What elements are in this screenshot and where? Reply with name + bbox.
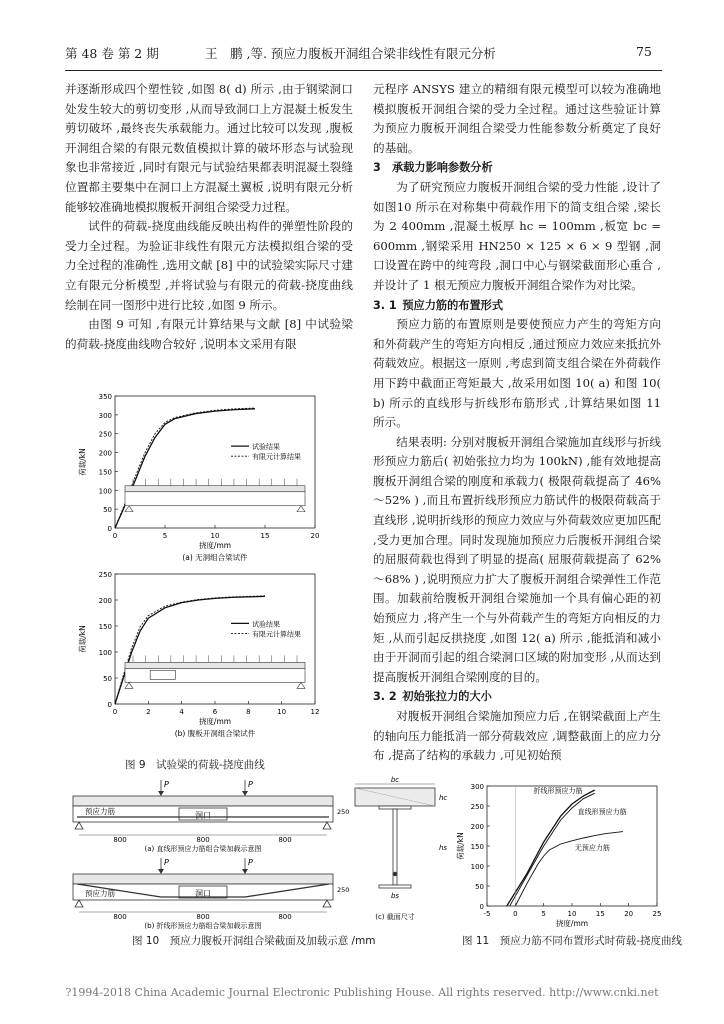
fig11-annotation-0: 折线形预应力筋 bbox=[533, 787, 583, 796]
fig9a-inset-slab bbox=[125, 486, 305, 492]
fig11-ytick-label-6: 300 bbox=[470, 783, 484, 791]
fig9a-ytick-label-1: 50 bbox=[103, 506, 112, 515]
fig11-xtick-label-4: 15 bbox=[595, 910, 605, 918]
fig10c-subcaption: (c) 截面尺寸 bbox=[375, 913, 415, 921]
fig9b-ytick-label-2: 100 bbox=[98, 649, 112, 657]
fig9b-xtick-label-5: 10 bbox=[277, 708, 287, 716]
fig10c-tendon bbox=[393, 872, 397, 876]
fig10b-load-arrowhead-2 bbox=[242, 869, 248, 874]
section-3-1-number: 3. 1 bbox=[373, 298, 397, 312]
fig11-ytick-label-4: 200 bbox=[470, 823, 484, 831]
fig9a-ytick-label-2: 100 bbox=[98, 487, 112, 496]
fig10c-section bbox=[355, 776, 447, 921]
fig9b-legend-label-1: 有限元计算结果 bbox=[252, 630, 301, 639]
fig10b-hole-label: 洞口 bbox=[195, 889, 211, 898]
right-paragraph-5: 对腹板开洞组合梁施加预应力后 ,在钢梁截面上产生的轴向压力能抵消一部分荷载效应 ,调整截面上的应力分布 ,提高了结构的承载力 ,可见初始预 bbox=[373, 709, 661, 763]
fig9b-plot-frame bbox=[115, 574, 315, 704]
fig9b-series-1 bbox=[115, 596, 265, 704]
fig9a-ylabel: 荷载/kN bbox=[78, 448, 87, 476]
fig9b-inset-slab bbox=[125, 662, 305, 668]
fig9b-ylabel: 荷载/kN bbox=[78, 625, 87, 653]
fig9a-xtick-label-0: 0 bbox=[112, 532, 118, 540]
fig11-annotation-1: 直线形预应力筋 bbox=[577, 808, 627, 816]
fig11-xtick-label-2: 5 bbox=[541, 910, 546, 918]
section-3-heading bbox=[373, 158, 661, 178]
fig11-series-2 bbox=[515, 832, 623, 906]
fig10a-dim-2: 800 bbox=[196, 836, 210, 844]
fig11-xtick-label-6: 25 bbox=[652, 910, 662, 918]
left-paragraph-1: 并逐渐形成四个塑性铰 ,如图 8( d) 所示 ,由于钢梁洞口处发生较大的剪切变形 ,从而导致洞口上方混凝土板发生剪切破坏 ,最终丧失承载能力。通过比较可以发现 ,腹板开洞组合梁的有限元数值模拟计算的破坏形态与试验现象也非常接近 ,同时有限元与试验结果都表明混凝土裂缝位置都主要集中在洞口上方混凝土翼板 ,说明有限元分析能够较准确地模拟腹板开洞组合梁受力过程。 bbox=[65, 82, 353, 214]
fig10a-dim-1: 800 bbox=[113, 836, 127, 844]
fig9a-inset-beam bbox=[125, 492, 305, 506]
fig9a-series-0 bbox=[115, 409, 255, 528]
fig10c-hs-label: hs bbox=[439, 844, 448, 852]
fig10b-height-label: 250 bbox=[337, 886, 350, 894]
fig10a-tendon-label: 预应力筋 bbox=[85, 807, 115, 816]
fig9b-ytick-label-3: 150 bbox=[98, 623, 112, 631]
fig10a-load-label-2: P bbox=[248, 780, 253, 789]
fig9b-ytick-label-5: 250 bbox=[98, 571, 112, 579]
fig11-ytick-label-1: 50 bbox=[475, 883, 484, 891]
right-column bbox=[373, 80, 661, 766]
fig9b-inset-support-l bbox=[125, 682, 133, 688]
fig11-xtick-label-0: -5 bbox=[483, 910, 491, 918]
fig11-xtick-label-3: 10 bbox=[567, 910, 577, 918]
fig11-chart bbox=[453, 782, 665, 930]
fig10a-dim-3: 800 bbox=[278, 836, 292, 844]
fig10b-support-right bbox=[323, 900, 331, 907]
fig9a-inset-support-l bbox=[125, 506, 133, 512]
page-number: 75 bbox=[636, 44, 652, 59]
fig10c-hc-label: hc bbox=[439, 794, 448, 802]
copyright-footer: ?1994-2018 China Academic Journal Electronic Publishing House. All rights reserved. http://www.cnki.net bbox=[65, 986, 659, 999]
section-3-title: 承载力影响参数分析 bbox=[391, 161, 493, 175]
fig9b-ytick-label-4: 200 bbox=[98, 597, 112, 605]
fig10a-height-label: 250 bbox=[337, 808, 350, 816]
fig10b-dim-1: 800 bbox=[113, 913, 127, 921]
left-paragraph-2: 试件的荷载-挠度曲线能反映出构件的弹塑性阶段的受力全过程。为验证非线性有限元方法模拟组合梁的受力全过程的准确性 ,选用文献 [8] 中的试验梁实际尺寸建立有限元分析模型 ,并将试验与有限元的荷载-挠度曲线绘制在同一图形中进行比较 ,如图 9 所示。 bbox=[65, 219, 353, 312]
fig9a-ytick-label-3: 150 bbox=[98, 468, 112, 477]
fig10c-bottom-flange bbox=[379, 885, 411, 888]
fig9b-xtick-label-1: 2 bbox=[146, 708, 151, 716]
fig11-ytick-label-3: 150 bbox=[470, 843, 484, 851]
fig11-ytick-label-2: 100 bbox=[470, 863, 484, 871]
section-3-2-title: 初始张拉力的大小 bbox=[402, 690, 492, 704]
fig10c-bc-label: bc bbox=[390, 776, 400, 784]
fig11-ytick-label-0: 0 bbox=[479, 903, 484, 911]
fig9b-legend-label-0: 试验结果 bbox=[252, 620, 280, 629]
fig10-diagram bbox=[65, 776, 448, 930]
fig9b-ytick-label-0: 0 bbox=[107, 701, 112, 709]
right-paragraph-4: 结果表明: 分别对腹板开洞组合梁施加直线形与折线形预应力筋后( 初始张拉力均为 100kN) ,能有效地提高腹板开洞组合梁的刚度和承载力( 极限荷载提高了 46% ～52% ) ,而且布置折线形预应力筋试件的极限荷载高于直线形 ,说明折线形的预应力效应与外荷载效应更加匹配 ,受力更加合理。同时发现施加预应力后腹板开洞组合梁的屈服荷载也得到了明显的提高( 屈服荷载提高了 62% ～68% ) ,说明预应力扩大了腹板开洞组合梁弹性工作范围。加载前给腹板开洞组合梁施加一个具有偏心距的初始预应力 ,将产生一个与外荷载产生的弯矩方向相反的力矩 ,从而引起反拱挠度 ,如图 12( a) 所示 ,能抵消和减小由于开洞而引起的组合梁洞口区域的附加变形 ,从而达到提高腹板开洞组合梁刚度的目的。 bbox=[373, 434, 661, 684]
fig9a-xlabel: 挠度/mm bbox=[198, 541, 232, 550]
section-3-2-number: 3. 2 bbox=[373, 690, 397, 704]
fig10b-dim-3: 800 bbox=[278, 913, 292, 921]
fig10a-support-left bbox=[75, 822, 83, 829]
fig10a-subcaption: (a) 直线形预应力筋组合梁加载示意图 bbox=[144, 845, 262, 853]
fig11-annotation-2: 无预应力筋 bbox=[574, 844, 610, 852]
header-rule bbox=[65, 70, 662, 71]
fig10a-load-arrowhead-1 bbox=[158, 791, 164, 796]
fig9a-ytick-label-7: 350 bbox=[98, 393, 112, 401]
fig11-ylabel: 荷载/kN bbox=[456, 832, 465, 860]
fig9b-xtick-label-0: 0 bbox=[112, 708, 118, 716]
section-3-2-heading bbox=[373, 687, 661, 707]
fig9b-xtick-label-6: 12 bbox=[310, 708, 320, 716]
left-paragraph-3: 由图 9 可知 ,有限元计算结果与文献 [8] 中试验梁的荷载-挠度曲线吻合较好 ,说明本文采用有限 bbox=[65, 317, 353, 351]
fig11-xtick-label-1: 0 bbox=[513, 910, 518, 918]
fig11-ytick-label-5: 250 bbox=[470, 803, 484, 811]
fig9a-inset-support-r bbox=[297, 506, 305, 512]
fig9b-xtick-label-3: 6 bbox=[212, 708, 218, 716]
fig11-caption: 图 11 预应力筋不同布置形式时荷载-挠度曲线 bbox=[462, 935, 682, 947]
fig10c-bs-label: bs bbox=[390, 892, 400, 900]
fig9b-xtick-label-2: 4 bbox=[179, 708, 184, 716]
fig9b-inset-support-r bbox=[297, 682, 305, 688]
fig10a-beam bbox=[73, 780, 349, 853]
fig9a-legend-label-0: 试验结果 bbox=[252, 443, 280, 452]
fig10b-subcaption: (b) 折线形预应力筋组合梁加载示意图 bbox=[144, 922, 262, 930]
fig10b-beam bbox=[73, 858, 349, 930]
fig10c-top-flange bbox=[379, 806, 411, 809]
fig10a-slab bbox=[73, 796, 333, 806]
fig11-xtick-label-5: 20 bbox=[624, 910, 634, 918]
fig10a-load-arrowhead-2 bbox=[242, 791, 248, 796]
fig10a-hole-label: 洞口 bbox=[195, 811, 211, 820]
fig9a-ytick-label-0: 0 bbox=[107, 525, 112, 533]
fig9a-series-1 bbox=[115, 408, 255, 528]
fig9a-xtick-label-1: 5 bbox=[162, 532, 168, 540]
fig10a-load-label-1: P bbox=[164, 780, 169, 789]
section-3-1-title: 预应力筋的布置形式 bbox=[402, 298, 504, 312]
fig9b-xtick-label-4: 8 bbox=[246, 708, 251, 716]
fig9-caption: 图 9 试验梁的荷载-挠度曲线 bbox=[125, 759, 265, 771]
fig10-caption: 图 10 预应力腹板开洞组合梁截面及加载示意 /mm bbox=[132, 935, 376, 947]
fig9b-subcaption: (b) 腹板开洞组合梁试件 bbox=[174, 729, 256, 738]
fig9b-series-0 bbox=[115, 596, 265, 704]
fig9b-ytick-label-1: 50 bbox=[103, 675, 112, 683]
fig10b-tendon-label: 预应力筋 bbox=[85, 889, 115, 898]
left-column bbox=[65, 80, 353, 354]
header-title: 王 鹏 ,等. 预应力腹板开洞组合梁非线性有限元分析 bbox=[205, 46, 496, 61]
fig11-xlabel: 挠度/mm bbox=[555, 919, 589, 928]
fig10b-load-label-1: P bbox=[164, 858, 169, 867]
fig9b-chart bbox=[75, 568, 345, 738]
fig10b-load-label-2: P bbox=[248, 858, 253, 867]
fig10a-support-right bbox=[323, 822, 331, 829]
fig9a-xtick-label-4: 20 bbox=[310, 532, 320, 540]
fig9a-ytick-label-4: 200 bbox=[98, 449, 112, 458]
fig9a-ytick-label-5: 250 bbox=[98, 430, 112, 439]
fig10b-load-arrowhead-1 bbox=[158, 869, 164, 874]
fig9a-subcaption: (a) 无洞组合梁试件 bbox=[182, 553, 248, 562]
section-3-number: 3 bbox=[373, 161, 381, 175]
fig9a-ytick-label-6: 300 bbox=[98, 411, 112, 420]
fig9b-inset-hole bbox=[150, 670, 175, 679]
fig10b-slab bbox=[73, 874, 333, 884]
fig9a-xtick-label-3: 15 bbox=[260, 532, 270, 540]
right-paragraph-2: 为了研究预应力腹板开洞组合梁的受力性能 ,设计了如图10 所示在对称集中荷载作用下的简支组合梁 ,梁长为 2 400mm ,混凝土板厚 hc = 100mm ,板宽 bc = 600mm ,钢梁采用 HN250 × 125 × 6 × 9 型钢 ,洞口设置在跨中的纯弯段 ,洞口中心与钢梁截面形心重合 ,并设计了 1 根无预应力腹板开洞组合梁作为对比梁。 bbox=[373, 179, 661, 292]
fig10b-dim-2: 800 bbox=[196, 913, 210, 921]
fig9a-chart bbox=[75, 390, 345, 562]
fig10b-support-left bbox=[75, 900, 83, 907]
fig9a-plot-frame bbox=[115, 396, 315, 528]
header-issue: 第 48 卷 第 2 期 bbox=[65, 46, 159, 61]
fig9a-xtick-label-2: 10 bbox=[210, 532, 220, 540]
fig9a-legend-label-1: 有限元计算结果 bbox=[252, 453, 301, 462]
section-3-1-heading bbox=[373, 296, 661, 316]
right-paragraph-3: 预应力筋的布置原则是要使预应力产生的弯矩方向和外荷载产生的弯矩方向相反 ,通过预应力效应来抵抗外荷载效应。根据这一原则 ,考虑到简支组合梁在外荷载作用下跨中截面正弯矩最大 ,故采用如图 10( a) 和图 10( b) 所示的直线形与折线形布筋形式 ,计算结果如图 11 所示。 bbox=[373, 317, 661, 430]
right-paragraph-1: 元程序 ANSYS 建立的精细有限元模型可以较为准确地模拟腹板开洞组合梁的受力全过程。通过这些验证计算为预应力腹板开洞组合梁受力性能参数分析奠定了良好的基础。 bbox=[373, 82, 661, 155]
fig9b-xlabel: 挠度/mm bbox=[198, 717, 232, 726]
